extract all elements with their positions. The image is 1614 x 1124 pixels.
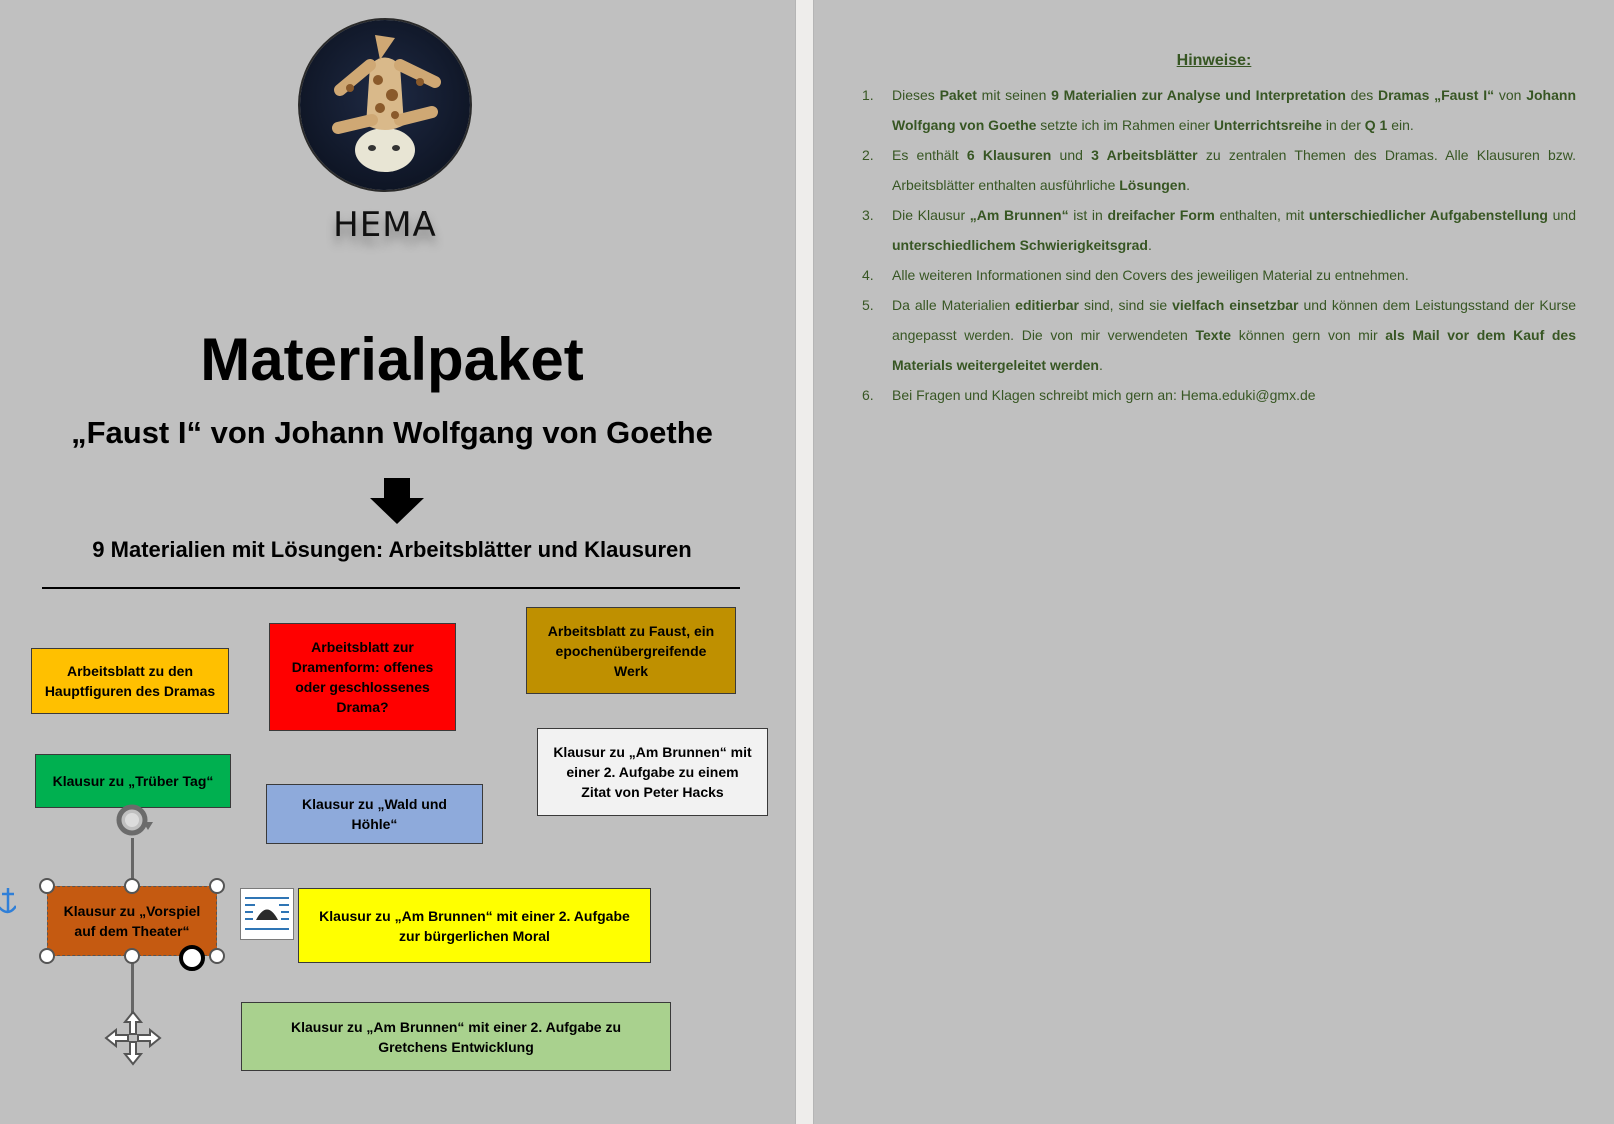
hinweis-text: . xyxy=(1098,357,1103,373)
hinweis-text: 9 Materialien zur Analyse und Interpretation xyxy=(1051,87,1346,103)
logo-text: HEMA xyxy=(333,205,437,245)
hinweis-text: Texte xyxy=(1195,327,1232,343)
resize-handle-top-right[interactable] xyxy=(209,878,225,894)
hinweis-text: Es enthält xyxy=(892,147,967,163)
resize-handle-bottom[interactable] xyxy=(124,948,140,964)
arrow-down-icon xyxy=(370,478,424,524)
hinweis-number: 3. xyxy=(862,207,874,223)
document-page-right xyxy=(814,0,1614,1124)
hinweis-text: setzte ich im Rahmen einer xyxy=(1036,117,1214,133)
material-label: Arbeitsblatt zur Dramenform: offenes oder geschlossenes Drama? xyxy=(291,639,434,715)
hinweis-text: sind, sind sie xyxy=(1078,297,1173,313)
material-label: Arbeitsblatt zu den Hauptfiguren des Dramas xyxy=(44,663,216,699)
hinweis-text: Q 1 xyxy=(1364,117,1388,133)
hinweis-text: Die Klausur xyxy=(892,207,970,223)
hinweis-text: Unterrichtsreihe xyxy=(1213,117,1322,133)
hinweis-text: mit seinen xyxy=(976,87,1052,103)
hinweis-item xyxy=(862,80,1576,140)
hinweis-text: des xyxy=(1345,87,1378,103)
hinweis-text: Da alle Materialien xyxy=(892,297,1016,313)
hinweis-text: 6 Klausuren xyxy=(966,147,1052,163)
resize-handle-bottom-right[interactable] xyxy=(209,948,225,964)
layout-options-icon xyxy=(241,889,293,939)
material-label: Klausur zu „Vorspiel auf dem Theater“ xyxy=(63,903,201,939)
layout-options-button[interactable] xyxy=(240,888,294,940)
material-box-dramenform[interactable] xyxy=(269,623,456,731)
cover-tagline: 9 Materialien mit Lösungen: Arbeitsblätter und Klausuren xyxy=(92,537,692,562)
hinweise-title: Hinweise: xyxy=(1176,52,1252,69)
document-page-left xyxy=(0,0,795,1124)
hinweis-text: können gern von mir xyxy=(1231,327,1386,343)
cover-title: Materialpaket xyxy=(200,326,584,393)
hinweis-text: und xyxy=(1547,207,1576,223)
resize-handle-top-left[interactable] xyxy=(39,878,55,894)
resize-handle-top[interactable] xyxy=(124,878,140,894)
material-box-am-brunnen-hacks[interactable] xyxy=(537,728,768,816)
hinweis-text: enthalten, mit xyxy=(1214,207,1309,223)
logo-image xyxy=(300,20,470,190)
hinweis-text: zu zentralen Themen des Dramas. Alle Klausuren bzw. Arbeitsblätter enthalten ausführliche xyxy=(892,147,1577,193)
hinweis-text: Johann Wolfgang von Goethe xyxy=(892,87,1576,133)
hinweis-item xyxy=(862,200,1576,260)
divider-line xyxy=(42,587,740,589)
hinweis-text: Lösungen xyxy=(1119,177,1187,193)
hinweis-text: in der xyxy=(1321,117,1365,133)
adjust-handle[interactable] xyxy=(179,945,205,971)
hinweis-number: 1. xyxy=(862,87,874,103)
resize-handle-bottom-left[interactable] xyxy=(39,948,55,964)
hinweis-text: . xyxy=(1147,237,1152,253)
cover-subtitle: „Faust I“ von Johann Wolfgang von Goethe xyxy=(71,415,713,450)
hinweis-text: Bei Fragen und Klagen schreibt mich gern an: Hema.eduki@gmx.de xyxy=(892,387,1316,403)
hinweis-text: unterschiedlicher Aufgabenstellung xyxy=(1308,207,1548,223)
hinweis-text: 3 Arbeitsblätter xyxy=(1091,147,1198,163)
hinweis-text: „Am Brunnen“ xyxy=(969,207,1069,223)
material-label: Klausur zu „Am Brunnen“ mit einer 2. Aufgabe zu Gretchens Entwicklung xyxy=(290,1018,622,1055)
hinweis-number: 4. xyxy=(862,267,874,283)
material-box-hauptfiguren[interactable] xyxy=(31,648,229,714)
hinweis-text: Dieses xyxy=(892,87,940,103)
page-gutter xyxy=(795,0,814,1124)
hinweis-item xyxy=(862,140,1576,200)
hinweis-item xyxy=(862,380,1576,410)
hinweis-text: und können dem Leistungsstand der Kurse angepasst werden. Die von mir verwendeten xyxy=(892,297,1576,343)
hinweis-text: und xyxy=(1051,147,1092,163)
hinweis-text: . xyxy=(1186,177,1191,193)
move-stem xyxy=(131,956,134,1014)
move-handle-icon[interactable] xyxy=(104,1010,162,1066)
material-label: Klausur zu „Am Brunnen“ mit einer 2. Aufgabe zur bürgerlichen Moral xyxy=(319,907,630,944)
hinweis-number: 2. xyxy=(862,147,874,163)
material-box-am-brunnen-gretchen[interactable] xyxy=(241,1002,671,1071)
hinweis-text: vielfach einsetzbar xyxy=(1172,297,1299,313)
material-box-epochen[interactable] xyxy=(526,607,736,694)
hinweis-text: Paket xyxy=(939,87,977,103)
material-label: Klausur zu „Wald und Höhle“ xyxy=(302,796,447,832)
hinweis-text: Dramas „Faust I“ xyxy=(1378,87,1495,103)
hinweis-item xyxy=(862,260,1576,290)
hinweis-item xyxy=(862,290,1576,380)
rotate-handle-icon[interactable] xyxy=(113,800,153,840)
material-box-am-brunnen-moral[interactable] xyxy=(298,888,651,963)
hinweis-text: unterschiedlichem Schwierigkeitsgrad xyxy=(892,237,1148,253)
hinweise-list xyxy=(862,80,1576,410)
hinweis-text: Alle weiteren Informationen sind den Covers des jeweiligen Material zu entnehmen. xyxy=(892,267,1409,283)
hinweis-text: von xyxy=(1494,87,1527,103)
hinweis-text: ein. xyxy=(1387,117,1414,133)
hinweis-number: 6. xyxy=(862,387,874,403)
material-label: Klausur zu „Am Brunnen“ mit einer 2. Aufgabe zu einem Zitat von Peter Hacks xyxy=(553,744,752,800)
material-label: Arbeitsblatt zu Faust, ein epochenübergreifende Werk xyxy=(547,622,715,679)
material-box-wald-und-hoehle[interactable] xyxy=(266,784,483,844)
anchor-icon[interactable] xyxy=(0,884,16,918)
material-label: Klausur zu „Trüber Tag“ xyxy=(52,773,214,789)
hinweis-text: ist in xyxy=(1068,207,1108,223)
hinweis-number: 5. xyxy=(862,297,874,313)
hinweis-text: editierbar xyxy=(1015,297,1079,313)
hinweis-text: als Mail vor dem Kauf des Materials weitergeleitet werden xyxy=(892,327,1577,373)
hinweis-text: dreifacher Form xyxy=(1107,207,1215,223)
